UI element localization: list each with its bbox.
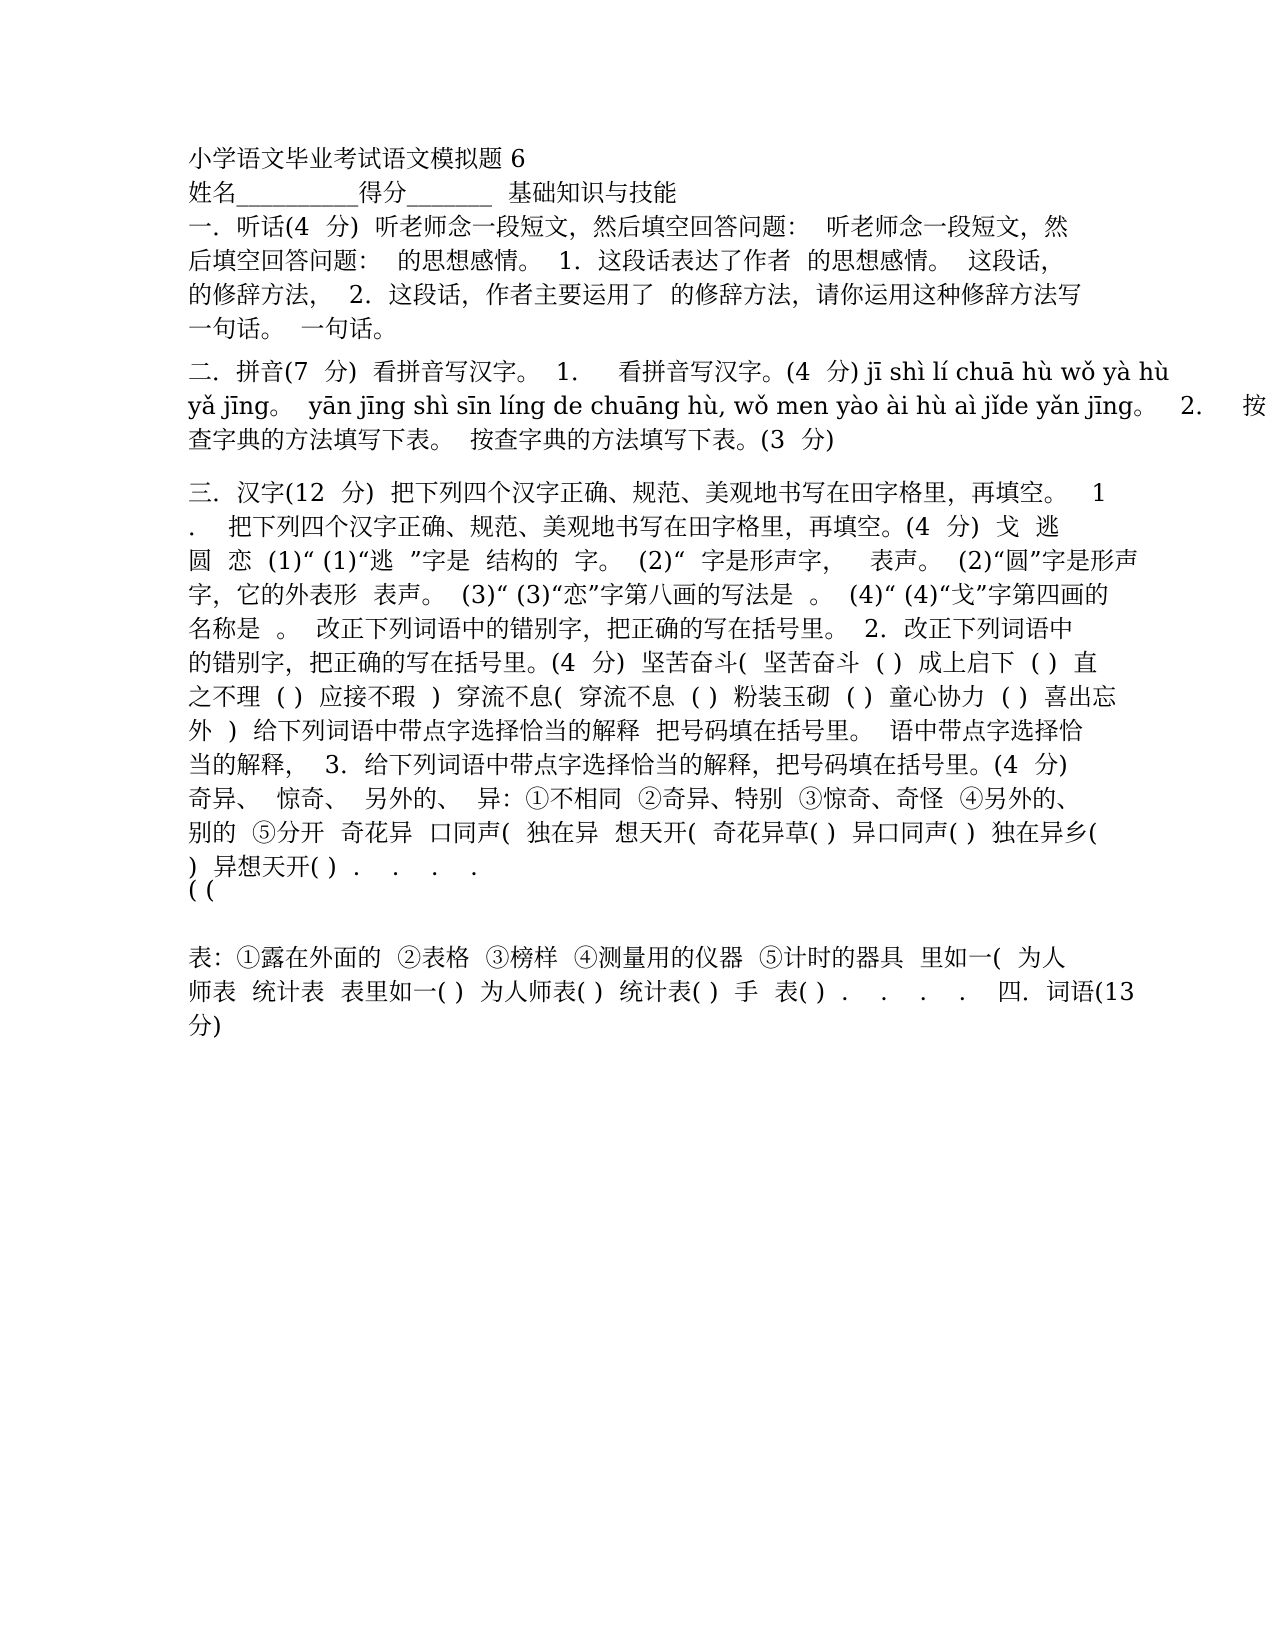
name-score-line: 姓名__________得分_______ 基础知识与技能 bbox=[188, 179, 678, 207]
section-characters-line: 三．汉字(12 分) 把下列四个汉字正确、规范、美观地书写在田字格里，再填空。 1 bbox=[188, 479, 1107, 507]
section-pinyin-line: yǎ jīng。 yān jīng shì sīn líng de chuāng hù, wǒ men yào ài hù aì jǐde yǎn jīng。 2． 按 bbox=[188, 392, 1267, 420]
section-listening-line: 一句话。 一句话。 bbox=[188, 315, 398, 343]
section-listening bbox=[188, 210, 1088, 346]
section-characters-line: 当的解释， 3．给下列词语中带点字选择恰当的解释，把号码填在括号里。(4 分) bbox=[188, 751, 1068, 779]
section-pinyin-line: 二．拼音(7 分) 看拼音写汉字。 1． 看拼音写汉字。(4 分) jī shì lí chuā hù wǒ yà hù bbox=[188, 358, 1170, 386]
section-characters-line: 之不理 ( ) 应接不瑕 ) 穿流不息( 穿流不息 ( ) 粉装玉砌 ( ) 童心协力 ( ) 喜出忘 bbox=[188, 683, 1117, 711]
section-characters bbox=[188, 476, 1139, 884]
section-characters-line: ) 异想天开( ) . . . . bbox=[188, 853, 478, 881]
section-listening-line: 后填空回答问题： 的思想感情。 1．这段话表达了作者 的思想感情。 这段话， bbox=[188, 247, 1065, 275]
section-characters-line: 名称是 。 改正下列词语中的错别字，把正确的写在括号里。 2．改正下列词语中 bbox=[188, 615, 1074, 643]
document-header bbox=[188, 142, 1088, 210]
section-fragment bbox=[188, 873, 1088, 907]
fragment-line: ( ( bbox=[188, 876, 215, 904]
section-pinyin-line: 查字典的方法填写下表。 按查字典的方法填写下表。(3 分) bbox=[188, 426, 835, 454]
section-characters-line: 字，它的外表形 表声。 (3)“ (3)“恋”字第八画的写法是 。 (4)“ (4)“戈”字第四画的 bbox=[188, 581, 1109, 609]
section-pinyin bbox=[188, 355, 1267, 457]
section-characters-line: 奇异、 惊奇、 另外的、 异：①不相同 ②奇异、特别 ③惊奇、奇怪 ④另外的、 bbox=[188, 785, 1081, 813]
section-characters-line: 圆 恋 (1)“ (1)“逃 ”字是 结构的 字。 (2)“ 字是形声字， 表声。 (2)“圆”字是形声 bbox=[188, 547, 1139, 575]
document-title: 小学语文毕业考试语文模拟题 6 bbox=[188, 145, 526, 173]
section-meanings-line: 分) bbox=[188, 1012, 222, 1040]
section-characters-line: ． 把下列四个汉字正确、规范、美观地书写在田字格里，再填空。(4 分) 戈 逃 bbox=[188, 513, 1060, 541]
section-listening-line: 的修辞方法， 2．这段话，作者主要运用了 的修辞方法，请你运用这种修辞方法写 bbox=[188, 281, 1082, 309]
section-characters-line: 别的 ⑤分开 奇花异 口同声( 独在异 想天开( 奇花异草( ) 异口同声( ) 独在异乡( bbox=[188, 819, 1098, 847]
section-characters-line: 的错别字，把正确的写在括号里。(4 分) 坚苦奋斗( 坚苦奋斗 ( ) 成上启下 ( ) 直 bbox=[188, 649, 1098, 677]
section-characters-line: 外 ) 给下列词语中带点字选择恰当的解释 把号码填在括号里。 语中带点字选择恰 bbox=[188, 717, 1083, 745]
section-listening-line: 一．听话(4 分) 听老师念一段短文，然后填空回答问题： 听老师念一段短文，然 bbox=[188, 213, 1069, 241]
section-meanings-line: 师表 统计表 表里如一( ) 为人师表( ) 统计表( ) 手 表( ) . . . . 四．词语(13 bbox=[188, 978, 1135, 1006]
section-meanings-line: 表：①露在外面的 ②表格 ③榜样 ④测量用的仪器 ⑤计时的器具 里如一( 为人 bbox=[188, 944, 1066, 972]
section-meanings bbox=[188, 941, 1135, 1043]
